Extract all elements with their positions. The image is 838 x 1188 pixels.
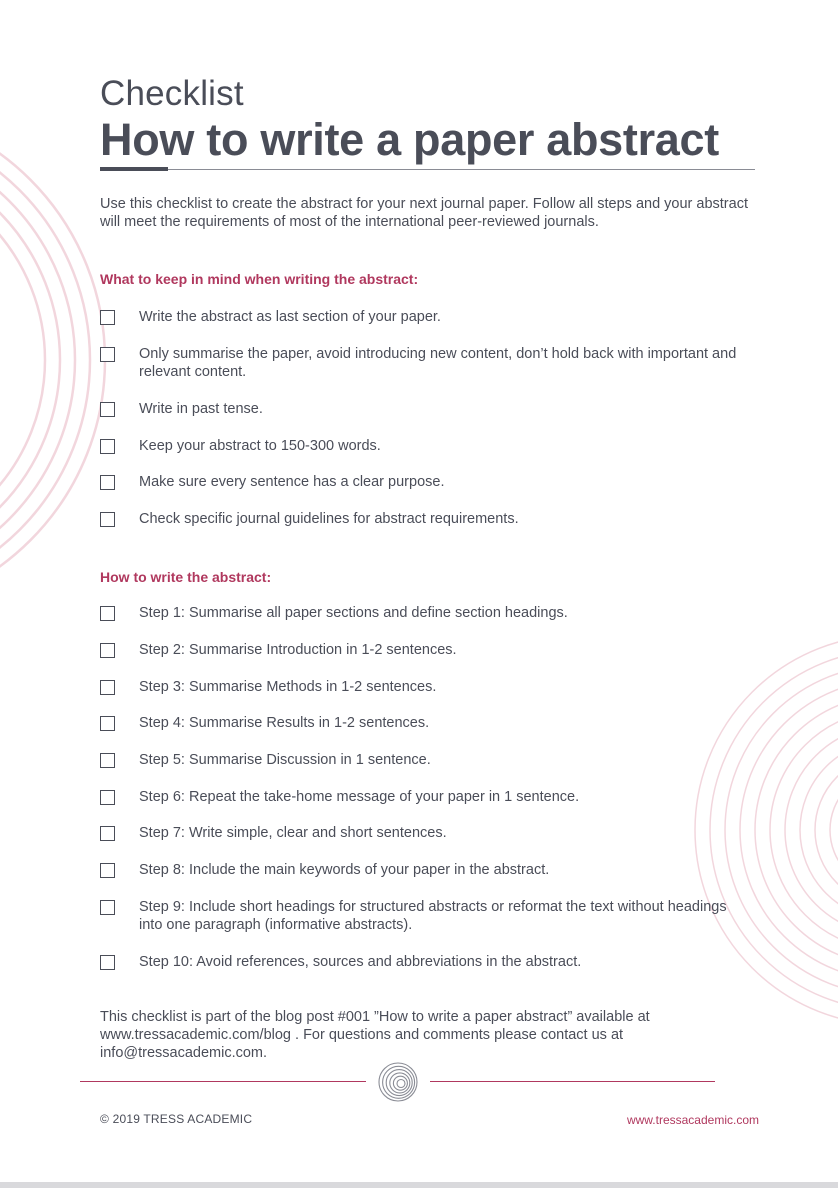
checkbox-icon[interactable]	[100, 310, 115, 325]
checklist-item-text: Make sure every sentence has a clear purpose.	[139, 474, 445, 490]
checkbox-icon[interactable]	[100, 900, 115, 915]
checkbox-icon[interactable]	[100, 643, 115, 658]
title-accent-bar	[100, 167, 168, 171]
checkbox-icon[interactable]	[100, 347, 115, 362]
checkbox-icon[interactable]	[100, 790, 115, 805]
checklist-item-text: Step 9: Include short headings for structured abstracts or reformat the text without headings into one paragraph (informative abstracts).	[139, 899, 727, 933]
checklist-item-text: Step 3: Summarise Methods in 1-2 sentences.	[139, 679, 437, 695]
checkbox-icon[interactable]	[100, 955, 115, 970]
checklist-item-text: Step 2: Summarise Introduction in 1-2 sentences.	[139, 642, 457, 658]
checkbox-icon[interactable]	[100, 402, 115, 417]
checkbox-icon[interactable]	[100, 512, 115, 527]
checklist-item-text: Step 4: Summarise Results in 1-2 sentences.	[139, 715, 430, 731]
checkbox-icon[interactable]	[100, 439, 115, 454]
checkbox-icon[interactable]	[100, 716, 115, 731]
section-heading-keep-in-mind: What to keep in mind when writing the abstract:	[100, 271, 419, 287]
page-title: How to write a paper abstract	[100, 114, 719, 165]
section-heading-how-to-write: How to write the abstract:	[100, 569, 272, 585]
footer-divider-right	[430, 1081, 715, 1082]
checkbox-icon[interactable]	[100, 680, 115, 695]
page-subtitle: Checklist	[100, 74, 244, 113]
checkbox-icon[interactable]	[100, 826, 115, 841]
tress-logo-icon	[376, 1061, 420, 1103]
footer-divider-left	[80, 1081, 366, 1082]
checkbox-icon[interactable]	[100, 863, 115, 878]
checklist-item-text: Step 7: Write simple, clear and short sentences.	[139, 825, 447, 841]
checklist-item-text: Only summarise the paper, avoid introducing new content, don’t hold back with important and relevant content.	[139, 346, 737, 380]
title-underline	[100, 169, 755, 170]
page-bottom-edge	[0, 1182, 838, 1188]
checklist-item-text: Step 10: Avoid references, sources and abbreviations in the abstract.	[139, 954, 582, 970]
checklist-item-text: Keep your abstract to 150-300 words.	[139, 438, 381, 454]
website-link[interactable]: www.tressacademic.com	[626, 1113, 759, 1127]
checklist-item-text: Write in past tense.	[139, 401, 263, 417]
intro-paragraph: Use this checklist to create the abstract for your next journal paper. Follow all steps and your abstract will meet the requirements of most of the international peer-reviewed journals.	[100, 196, 748, 230]
checklist-item-text: Write the abstract as last section of your paper.	[139, 309, 441, 325]
checkbox-icon[interactable]	[100, 475, 115, 490]
checklist-item-text: Step 8: Include the main keywords of your paper in the abstract.	[139, 862, 550, 878]
checklist-item-text: Step 5: Summarise Discussion in 1 sentence.	[139, 752, 431, 768]
checkbox-icon[interactable]	[100, 753, 115, 768]
checklist-item-text: Step 6: Repeat the take-home message of your paper in 1 sentence.	[139, 789, 580, 805]
footer-note: This checklist is part of the blog post #001 ”How to write a paper abstract” available at www.tressacademic.com/blog . For questions and comments please contact us at info@tressacademic.com.	[100, 1009, 650, 1061]
checklist-item-text: Step 1: Summarise all paper sections and define section headings.	[139, 605, 568, 621]
checkbox-icon[interactable]	[100, 606, 115, 621]
copyright-text: © 2019 TRESS ACADEMIC	[100, 1112, 253, 1126]
checklist-item-text: Check specific journal guidelines for abstract requirements.	[139, 511, 519, 527]
